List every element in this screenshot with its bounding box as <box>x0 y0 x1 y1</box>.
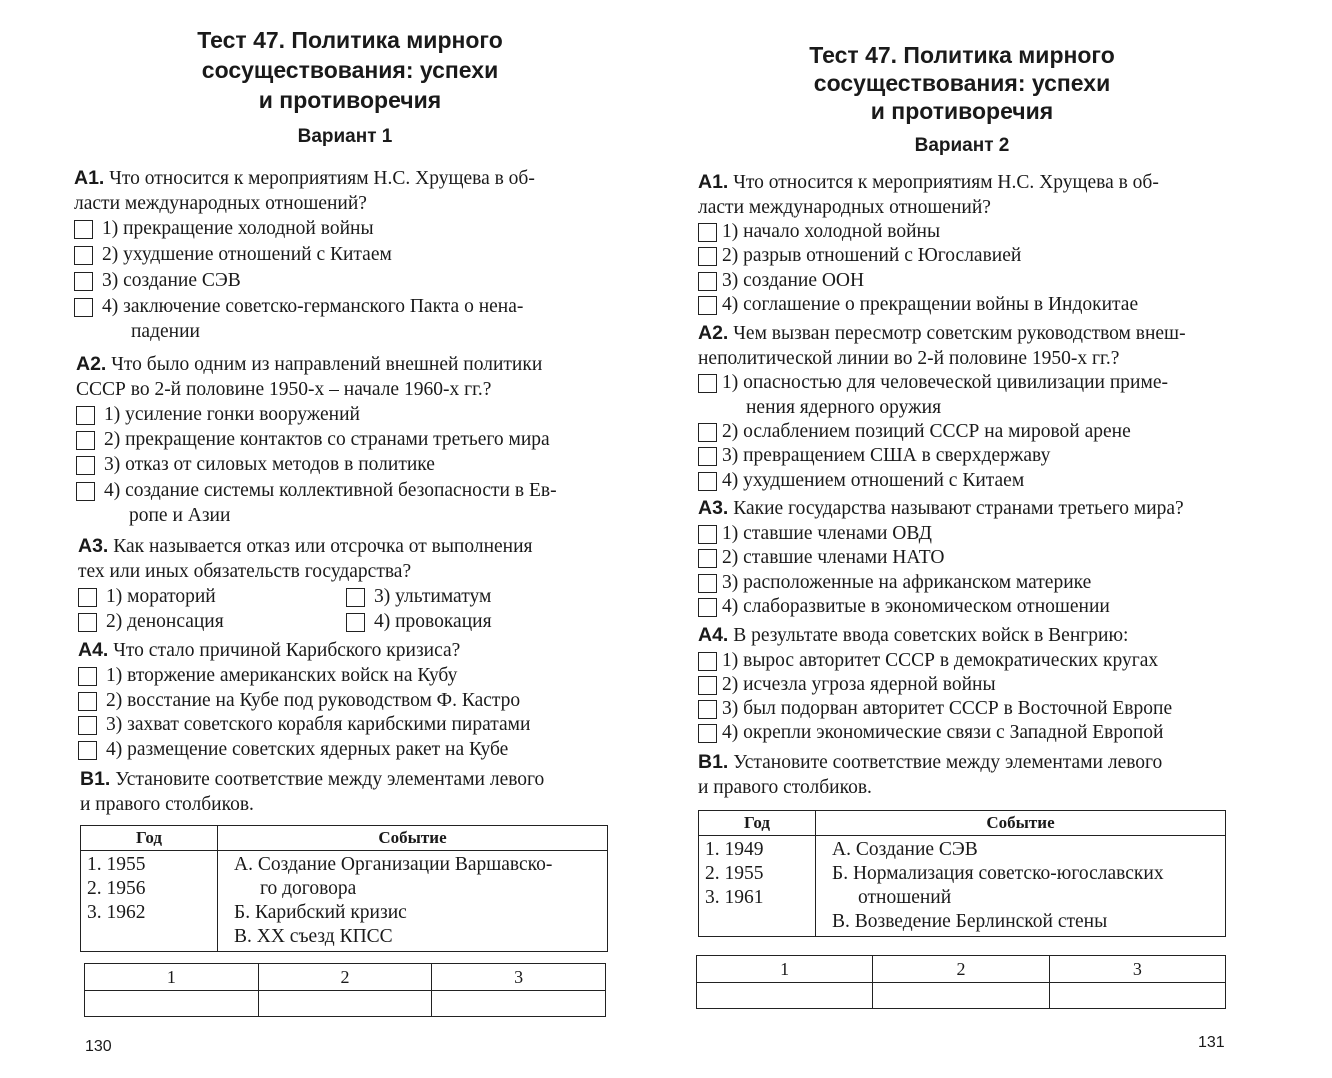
event-item: А. Создание Организации Варшавско- <box>234 854 553 875</box>
question-text-cont: СССР во 2-й половине 1950-х – начале 1960-х гг.? <box>76 379 492 400</box>
option[interactable] <box>76 478 557 503</box>
years-cell <box>81 851 218 952</box>
question-text: Что было одним из направлений внешней политики <box>111 354 543 375</box>
question-a2 <box>698 321 1258 371</box>
question-text-cont: ласти международных отношений? <box>698 196 991 218</box>
question-a1 <box>74 166 634 216</box>
answer-col-header: 1 <box>85 964 259 991</box>
events-cell <box>218 851 608 952</box>
answer-cell[interactable] <box>258 991 432 1017</box>
option[interactable] <box>698 219 940 244</box>
col-event-header: Событие <box>816 811 1226 836</box>
question-text-cont: и правого столбиков. <box>80 794 254 815</box>
option[interactable] <box>78 737 508 762</box>
checkbox[interactable] <box>76 456 95 475</box>
answer-col-header: 2 <box>873 956 1049 983</box>
year-item: 3. 1961 <box>705 887 764 908</box>
option-continuation <box>746 395 941 420</box>
checkbox[interactable] <box>698 247 717 266</box>
year-item: 2. 1956 <box>87 878 146 899</box>
option-label: 1) начало холодной войны <box>722 221 941 242</box>
answer-table <box>84 963 606 1017</box>
checkbox[interactable] <box>698 423 717 442</box>
option[interactable] <box>698 570 1091 595</box>
question-number: В1. <box>80 768 111 790</box>
event-item-cont: отношений <box>858 887 952 908</box>
checkbox[interactable] <box>78 692 97 711</box>
event-item: А. Создание СЭВ <box>832 839 978 860</box>
page-title <box>0 25 700 115</box>
option-label-cont: ропе и Азии <box>129 505 231 526</box>
option[interactable] <box>78 584 216 609</box>
question-a4 <box>78 638 638 663</box>
question-text: Установите соответствие между элементами левого <box>733 752 1163 773</box>
option[interactable] <box>74 242 392 267</box>
question-number: А2. <box>76 353 107 375</box>
checkbox[interactable] <box>698 525 717 544</box>
option-label: 3) превращением США в сверхдержаву <box>722 445 1051 466</box>
page-title <box>626 41 1298 125</box>
question-number: А1. <box>74 167 105 189</box>
option[interactable] <box>698 521 932 546</box>
option-label: 4) соглашение о прекращении войны в Индокитае <box>722 294 1139 315</box>
checkbox[interactable] <box>76 406 95 425</box>
checkbox[interactable] <box>76 482 95 501</box>
question-number: А3. <box>698 497 729 519</box>
option-label: 2) исчезла угроза ядерной войны <box>722 674 996 695</box>
variant-heading: Вариант 2 <box>914 135 1010 156</box>
option[interactable] <box>698 720 1164 745</box>
option-label: 4) провокация <box>374 611 492 632</box>
checkbox[interactable] <box>74 220 93 239</box>
option-label: 1) вырос авторитет СССР в демократических кругах <box>722 650 1159 671</box>
option[interactable] <box>698 292 1138 317</box>
col-year-header: Год <box>81 826 218 851</box>
option-label: 1) ставшие членами ОВД <box>722 523 932 544</box>
checkbox[interactable] <box>698 447 717 466</box>
checkbox[interactable] <box>698 296 717 315</box>
event-item-cont: го договора <box>260 878 357 899</box>
option[interactable] <box>698 594 1110 619</box>
option-label: 2) разрыв отношений с Югославией <box>722 245 1022 266</box>
question-text: Что относится к мероприятиям Н.С. Хрущева в об- <box>109 168 535 189</box>
option-label: 4) окрепли экономические связи с Западной Европой <box>722 722 1164 743</box>
answer-table <box>696 955 1226 1009</box>
question-a1 <box>698 170 1258 220</box>
checkbox[interactable] <box>698 676 717 695</box>
checkbox[interactable] <box>698 223 717 242</box>
option[interactable] <box>346 584 491 609</box>
title-line-1: Тест 47. Политика мирного <box>809 42 1115 68</box>
checkbox[interactable] <box>346 588 365 607</box>
checkbox[interactable] <box>698 574 717 593</box>
question-text: Что относится к мероприятиям Н.С. Хрущева в об- <box>733 172 1159 193</box>
option-label: 1) усиление гонки вооружений <box>104 404 360 425</box>
checkbox[interactable] <box>698 472 717 491</box>
option-label: 4) слаборазвитые в экономическом отношении <box>722 596 1110 617</box>
col-event-header: Событие <box>218 826 608 851</box>
option-label: 3) отказ от силовых методов в политике <box>104 454 435 475</box>
question-text: Что стало причиной Карибского кризиса? <box>113 640 461 661</box>
question-text-cont: тех или иных обязательств государства? <box>78 561 412 582</box>
option-label: 1) вторжение американских войск на Кубу <box>106 665 458 686</box>
option-label: 4) заключение советско-германского Пакта о нена- <box>102 296 524 317</box>
option[interactable] <box>698 243 1021 268</box>
option[interactable] <box>74 216 374 241</box>
question-a2 <box>76 352 636 402</box>
checkbox[interactable] <box>78 741 97 760</box>
option[interactable] <box>698 696 1172 721</box>
events-cell <box>816 836 1226 937</box>
question-number: А2. <box>698 322 729 344</box>
option-label: 2) денонсация <box>106 611 224 632</box>
checkbox[interactable] <box>74 298 93 317</box>
option-label: 4) ухудшением отношений с Китаем <box>722 470 1025 491</box>
question-b1 <box>698 750 1258 800</box>
title-line-1: Тест 47. Политика мирного <box>197 27 503 53</box>
option-continuation <box>103 319 200 344</box>
option[interactable] <box>74 294 523 319</box>
question-text: Чем вызван пересмотр советским руководством внеш- <box>733 323 1186 344</box>
year-item: 1. 1949 <box>705 839 764 860</box>
matching-table <box>698 810 1226 937</box>
option[interactable] <box>346 609 492 634</box>
question-text-cont: ласти международных отношений? <box>74 193 367 214</box>
answer-cell[interactable] <box>432 991 606 1017</box>
question-number: А4. <box>78 639 109 661</box>
option[interactable] <box>78 663 457 688</box>
checkbox[interactable] <box>698 374 717 393</box>
right-page <box>666 0 1332 1078</box>
question-text-cont: и правого столбиков. <box>698 777 872 798</box>
option[interactable] <box>78 688 520 713</box>
checkbox[interactable] <box>78 588 97 607</box>
option[interactable] <box>698 648 1158 673</box>
option-label: 3) ультиматум <box>374 586 492 607</box>
question-b1 <box>80 767 640 817</box>
option-label: 3) создание ООН <box>722 270 865 291</box>
question-text: Как называется отказ или отсрочка от выполнения <box>113 536 533 557</box>
answer-col-header: 3 <box>1049 956 1225 983</box>
answer-col-header: 1 <box>697 956 873 983</box>
question-number: В1. <box>698 751 729 773</box>
checkbox[interactable] <box>698 549 717 568</box>
option[interactable] <box>698 370 1168 395</box>
matching-table <box>80 825 608 952</box>
question-a3 <box>698 496 1258 521</box>
option-label: 4) создание системы коллективной безопасности в Ев- <box>104 480 557 501</box>
answer-col-header: 2 <box>258 964 432 991</box>
event-item: В. Возведение Берлинской стены <box>832 911 1108 932</box>
question-text-cont: неполитической линии во 2-й половине 1950-х гг.? <box>698 347 1120 369</box>
option-label: 1) прекращение холодной войны <box>102 218 374 239</box>
option[interactable] <box>76 452 435 477</box>
year-item: 2. 1955 <box>705 863 764 884</box>
option[interactable] <box>78 609 224 634</box>
option[interactable] <box>76 402 360 427</box>
option[interactable] <box>698 268 864 293</box>
option[interactable] <box>698 545 945 570</box>
title-line-2: сосуществования: успехи <box>201 57 499 83</box>
option-label-cont: падении <box>131 321 200 342</box>
checkbox[interactable] <box>78 667 97 686</box>
checkbox[interactable] <box>698 652 717 671</box>
option-label-cont: нения ядерного оружия <box>746 397 942 418</box>
variant-heading: Вариант 1 <box>297 126 393 147</box>
year-item: 1. 1955 <box>87 854 146 875</box>
option-label: 2) восстание на Кубе под руководством Ф. Кастро <box>106 690 521 711</box>
year-item: 3. 1962 <box>87 902 146 923</box>
answer-cell[interactable] <box>1049 983 1225 1009</box>
option-label: 3) был подорван авторитет СССР в Восточной Европе <box>722 698 1173 719</box>
checkbox[interactable] <box>698 272 717 291</box>
option-label: 2) ухудшение отношений с Китаем <box>102 244 392 265</box>
checkbox[interactable] <box>74 272 93 291</box>
page-number: 131 <box>1198 1034 1225 1051</box>
answer-col-header: 3 <box>432 964 606 991</box>
col-year-header: Год <box>699 811 816 836</box>
event-item: Б. Нормализация советско-югославских <box>832 863 1164 884</box>
question-text: В результате ввода советских войск в Венгрию: <box>733 625 1129 646</box>
option-label: 3) захват советского корабля карибскими пиратами <box>106 714 531 735</box>
option[interactable] <box>76 427 550 452</box>
question-number: А1. <box>698 171 729 193</box>
option-label: 3) создание СЭВ <box>102 270 241 291</box>
event-item: В. XX съезд КПСС <box>234 926 393 947</box>
option[interactable] <box>698 443 1050 468</box>
answer-cell[interactable] <box>85 991 259 1017</box>
title-line-3: и противоречия <box>258 87 442 113</box>
checkbox[interactable] <box>698 598 717 617</box>
answer-cell[interactable] <box>873 983 1049 1009</box>
option[interactable] <box>698 672 996 697</box>
option-label: 3) расположенные на африканском материке <box>722 572 1092 593</box>
title-line-3: и противоречия <box>870 98 1054 124</box>
checkbox[interactable] <box>698 724 717 743</box>
checkbox[interactable] <box>698 700 717 719</box>
option-label: 2) ставшие членами НАТО <box>722 547 945 568</box>
option-label: 4) размещение советских ядерных ракет на Кубе <box>106 739 509 760</box>
checkbox[interactable] <box>74 246 93 265</box>
event-item: Б. Карибский кризис <box>234 902 407 923</box>
question-number: А3. <box>78 535 109 557</box>
checkbox[interactable] <box>76 431 95 450</box>
question-a4 <box>698 623 1258 648</box>
title-line-2: сосуществования: успехи <box>813 70 1111 96</box>
checkbox[interactable] <box>78 613 97 632</box>
question-number: А4. <box>698 624 729 646</box>
checkbox[interactable] <box>346 613 365 632</box>
page-number: 130 <box>85 1038 112 1055</box>
option-label: 1) мораторий <box>106 586 216 607</box>
question-a3 <box>78 534 638 584</box>
option[interactable] <box>698 419 1131 444</box>
checkbox[interactable] <box>78 716 97 735</box>
answer-cell[interactable] <box>697 983 873 1009</box>
years-cell <box>699 836 816 937</box>
option[interactable] <box>698 468 1024 493</box>
option-label: 2) ослаблением позиций СССР на мировой арене <box>722 421 1131 442</box>
option-continuation <box>101 503 230 528</box>
question-text: Установите соответствие между элементами левого <box>115 769 545 790</box>
option[interactable] <box>78 712 530 737</box>
option-label: 1) опасностью для человеческой цивилизации приме- <box>722 372 1168 393</box>
question-text: Какие государства называют странами третьего мира? <box>733 498 1184 519</box>
option-label: 2) прекращение контактов со странами третьего мира <box>104 429 550 450</box>
option[interactable] <box>74 268 241 293</box>
